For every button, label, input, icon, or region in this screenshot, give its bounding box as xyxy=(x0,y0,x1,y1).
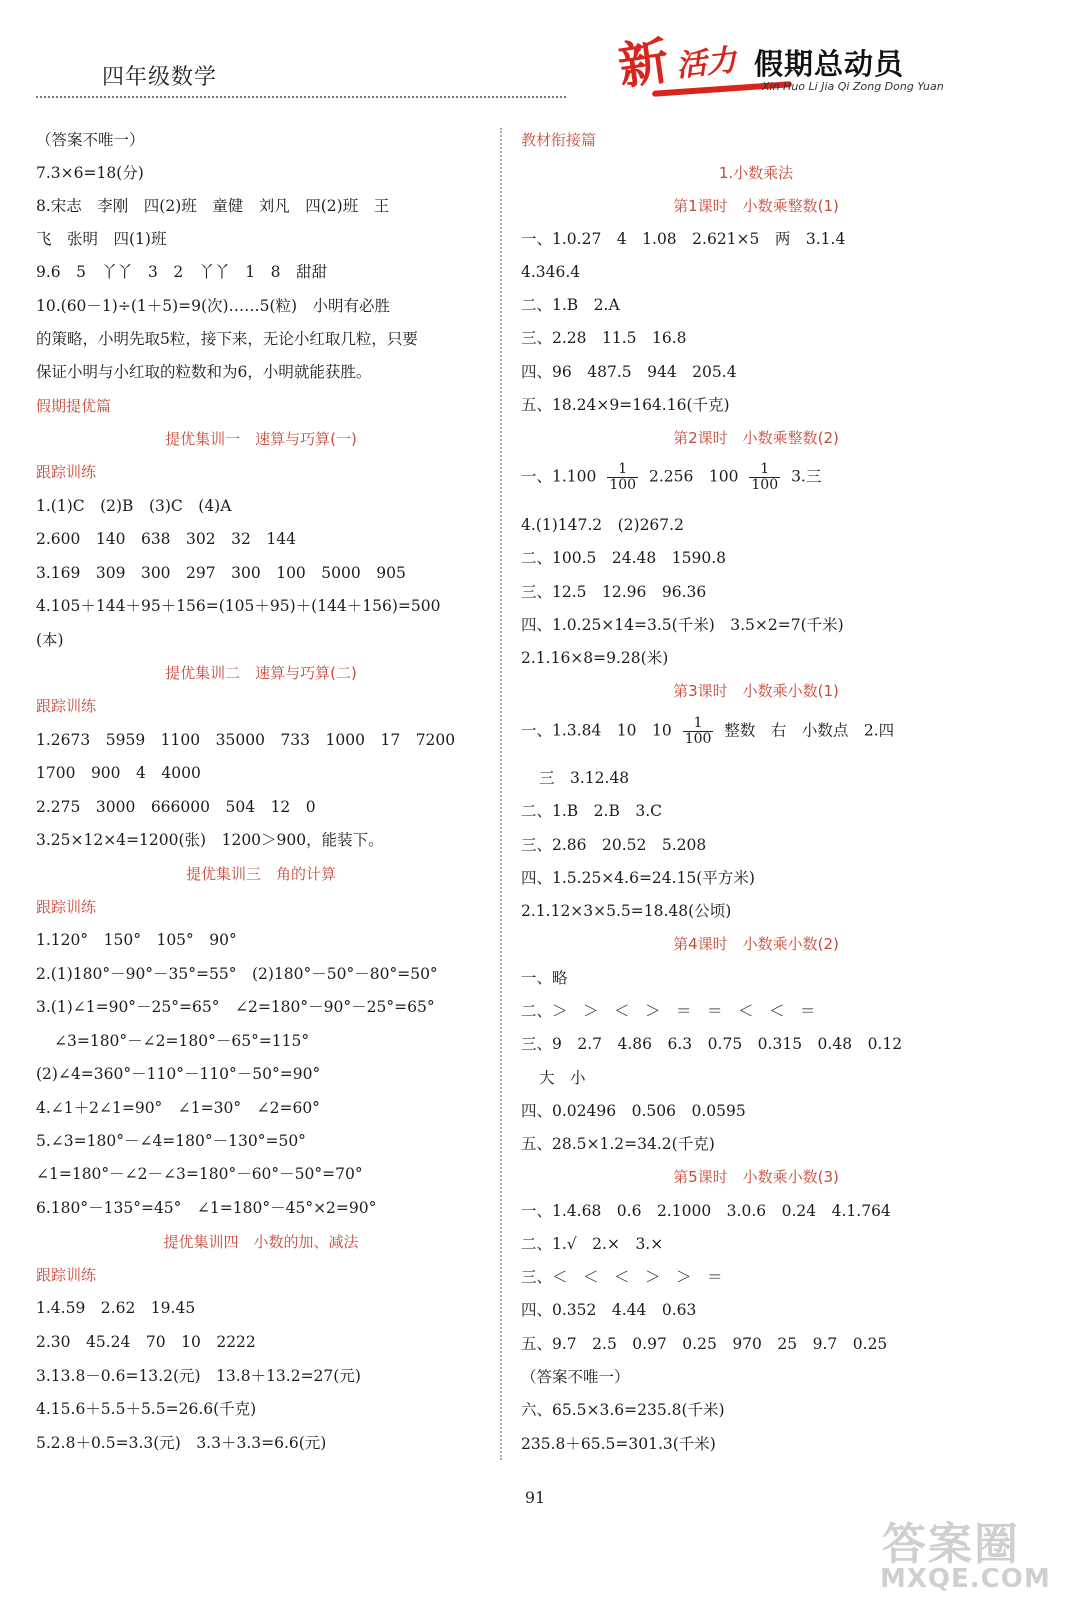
answer-line: 1700 900 4 4000 xyxy=(36,764,201,782)
lesson-heading: 第4课时 小数乘小数(2) xyxy=(673,935,839,953)
answer-line: 的策略，小明先取5粒，接下来，无论小红取几粒，只要 xyxy=(36,330,418,348)
brand-huoli: 活力 xyxy=(674,42,739,85)
lesson-heading: 第3课时 小数乘小数(1) xyxy=(673,682,839,700)
answer-line: 8.宋志 李刚 四(2)班 童健 刘凡 四(2)班 王 xyxy=(36,197,390,215)
fraction-denominator: 100 xyxy=(609,477,637,493)
brand-pinyin: Xin Huo Li Jia Qi Zong Dong Yuan xyxy=(762,80,944,93)
answer-line: 2.1.16×8=9.28(米) xyxy=(521,649,669,667)
answer-line: 1.120° 150° 105° 90° xyxy=(36,931,237,949)
watermark-logo xyxy=(872,1508,1062,1596)
answer-line: 6.180°－135°=45° ∠1=180°－45°×2=90° xyxy=(36,1199,377,1217)
answer-line: 3.25×12×4=1200(张) 1200＞900，能装下。 xyxy=(36,831,384,849)
answer-line: 三、9 2.7 4.86 6.3 0.75 0.315 0.48 0.12 xyxy=(521,1035,903,1053)
fraction xyxy=(683,716,714,747)
answer-line: 四、1.5.25×4.6=24.15(平方米) xyxy=(521,869,755,887)
answer-line: 1.(1)C (2)B (3)C (4)A xyxy=(36,497,232,515)
answer-line: 二、100.5 24.48 1590.8 xyxy=(521,549,726,567)
lesson-heading: 第2课时 小数乘整数(2) xyxy=(673,429,839,447)
fraction-denominator: 100 xyxy=(751,477,779,493)
answer-line: 五、18.24×9=164.16(千克) xyxy=(521,396,730,414)
lesson-heading: 第5课时 小数乘小数(3) xyxy=(673,1168,839,1186)
answer-text: 一、1.100 xyxy=(521,467,597,486)
answer-line: 2.(1)180°－90°－35°=55° (2)180°－50°－80°=50° xyxy=(36,965,438,983)
section-heading: 假期提优篇 xyxy=(36,397,112,415)
answer-line: 2.30 45.24 70 10 2222 xyxy=(36,1333,256,1351)
answer-line: 四、1.0.25×14=3.5(千米) 3.5×2=7(千米) xyxy=(521,616,844,634)
answer-text: 整数 右 小数点 2.四 xyxy=(724,721,895,740)
answer-text: 3.三 xyxy=(791,467,822,486)
answer-line: 9.6 5 丫丫 3 2 丫丫 1 8 甜甜 xyxy=(36,263,327,281)
section-heading: 跟踪训练 xyxy=(36,463,97,481)
column-divider xyxy=(500,128,502,1460)
answer-line: 四、0.352 4.44 0.63 xyxy=(521,1301,697,1319)
answer-line: 7.3×6=18(分) xyxy=(36,164,144,182)
answer-line: 4.15.6＋5.5＋5.5=26.6(千克) xyxy=(36,1400,257,1418)
lesson-heading: 第1课时 小数乘整数(1) xyxy=(673,197,839,215)
answer-line: 4.(1)147.2 (2)267.2 xyxy=(521,516,684,534)
answer-line: 四、96 487.5 944 205.4 xyxy=(521,363,737,381)
fraction-numerator: 1 xyxy=(683,716,714,732)
lesson-heading: 提优集训一 速算与巧算(一) xyxy=(165,430,357,448)
unit-heading: 1.小数乘法 xyxy=(718,164,794,182)
answer-line: 二、＞ ＞ ＜ ＞ ＝ ＝ ＜ ＜ ＝ xyxy=(521,1002,816,1020)
header-rule xyxy=(36,96,566,98)
answer-line: 4.346.4 xyxy=(521,263,581,281)
answer-line: 二、1.√ 2.× 3.× xyxy=(521,1235,664,1253)
answer-line: 2.600 140 638 302 32 144 xyxy=(36,530,296,548)
answer-line: 三、2.28 11.5 16.8 xyxy=(521,329,687,347)
answer-line: 5.2.8＋0.5=3.3(元) 3.3＋3.3=6.6(元) xyxy=(36,1434,327,1452)
answer-line: 1.4.59 2.62 19.45 xyxy=(36,1299,196,1317)
brand-logo xyxy=(612,28,962,98)
fraction-numerator: 1 xyxy=(749,462,780,478)
lesson-heading: 提优集训二 速算与巧算(二) xyxy=(165,664,357,682)
page-number: 91 xyxy=(524,1488,546,1507)
answer-line: 10.(60－1)÷(1＋5)=9(次)……5(粒) 小明有必胜 xyxy=(36,297,391,315)
lesson-heading: 提优集训四 小数的加、减法 xyxy=(163,1233,359,1251)
answer-line: 3.169 309 300 297 300 100 5000 905 xyxy=(36,564,406,582)
answer-line: 三 3.12.48 xyxy=(539,769,630,787)
answer-line: 飞 张明 四(1)班 xyxy=(36,230,167,248)
fraction xyxy=(607,462,638,493)
answer-line: 2.275 3000 666000 504 12 0 xyxy=(36,798,316,816)
answer-line: 2.1.12×3×5.5=18.48(公顷) xyxy=(521,902,732,920)
answer-line: (2)∠4=360°－110°－110°－50°=90° xyxy=(36,1065,321,1083)
answer-line: 五、28.5×1.2=34.2(千克) xyxy=(521,1135,715,1153)
brand-main-title: 假期总动员 xyxy=(754,47,905,81)
answer-line: 三、＜ ＜ ＜ ＞ ＞ ＝ xyxy=(521,1268,723,1286)
section-heading: 跟踪训练 xyxy=(36,697,97,715)
answer-line: 235.8＋65.5=301.3(千米) xyxy=(521,1435,716,1453)
answer-line: 一、1.4.68 0.6 2.1000 3.0.6 0.24 4.1.764 xyxy=(521,1202,891,1220)
answer-line: 二、1.B 2.B 3.C xyxy=(521,802,663,820)
answer-line-with-fractions xyxy=(521,462,821,493)
answer-line: （答案不唯一） xyxy=(36,131,145,149)
answer-line: 一、1.0.27 4 1.08 2.621×5 两 3.1.4 xyxy=(521,230,846,248)
answer-line: ∠1=180°－∠2－∠3=180°－60°－50°=70° xyxy=(36,1165,363,1183)
answer-line: 3.13.8－0.6=13.2(元) 13.8＋13.2=27(元) xyxy=(36,1367,361,1385)
answer-line: (本) xyxy=(36,631,64,649)
answer-line: 1.2673 5959 1100 35000 733 1000 17 7200 xyxy=(36,731,456,749)
answer-line: 四、0.02496 0.506 0.0595 xyxy=(521,1102,746,1120)
grade-subject-title: 四年级数学 xyxy=(102,65,218,90)
page-header xyxy=(0,0,1070,100)
answer-line-with-fractions xyxy=(521,716,894,747)
brand-xin: 新 xyxy=(614,30,673,97)
section-heading: 教材衔接篇 xyxy=(521,131,597,149)
answer-line: 二、1.B 2.A xyxy=(521,296,620,314)
fraction-numerator: 1 xyxy=(607,462,638,478)
answer-line: 5.∠3=180°－∠4=180°－130°=50° xyxy=(36,1132,306,1150)
answer-line: 保证小明与小红取的粒数和为6，小明就能获胜。 xyxy=(36,363,372,381)
lesson-heading: 提优集训三 角的计算 xyxy=(185,865,336,883)
fraction-denominator: 100 xyxy=(684,731,712,747)
watermark-top: 答案圈 xyxy=(882,1519,1020,1570)
answer-line: 三、12.5 12.96 96.36 xyxy=(521,583,707,601)
answer-line: 三、2.86 20.52 5.208 xyxy=(521,836,707,854)
answer-line: 一、略 xyxy=(521,969,568,987)
answer-text: 2.256 100 xyxy=(648,467,739,486)
answer-line: 大 小 xyxy=(539,1069,586,1087)
answer-line: ∠3=180°－∠2=180°－65°=115° xyxy=(54,1032,310,1050)
fraction xyxy=(749,462,780,493)
section-heading: 跟踪训练 xyxy=(36,898,97,916)
answer-line: （答案不唯一） xyxy=(521,1368,630,1386)
section-heading: 跟踪训练 xyxy=(36,1266,97,1284)
answer-line: 4.∠1＋2∠1=90° ∠1=30° ∠2=60° xyxy=(36,1099,320,1117)
watermark-bottom: MXQE.COM xyxy=(880,1564,1051,1594)
answer-line: 3.(1)∠1=90°－25°=65° ∠2=180°－90°－25°=65° xyxy=(36,998,435,1016)
answer-line: 六、65.5×3.6=235.8(千米) xyxy=(521,1401,725,1419)
answer-line: 五、9.7 2.5 0.97 0.25 970 25 9.7 0.25 xyxy=(521,1335,888,1353)
answer-line: 4.105＋144＋95＋156=(105＋95)＋(144＋156)=500 xyxy=(36,597,441,615)
answer-text: 一、1.3.84 10 10 xyxy=(521,721,672,740)
